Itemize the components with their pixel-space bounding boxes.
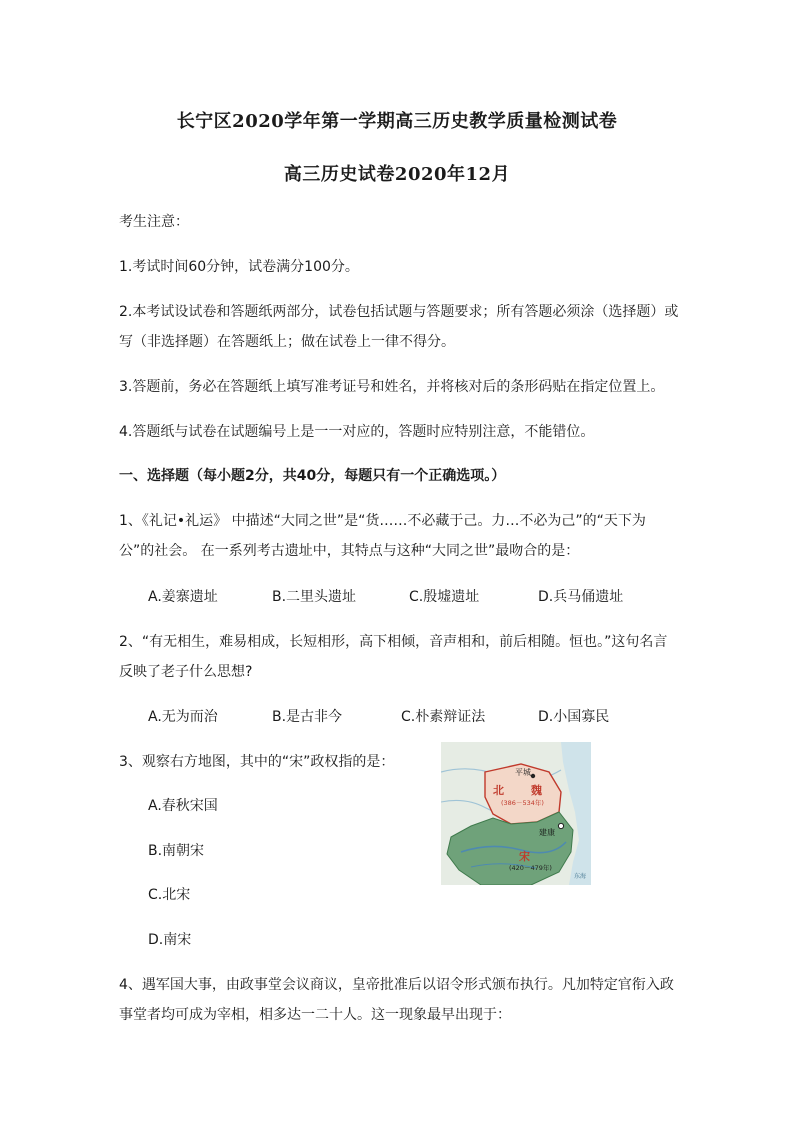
- map-label-bei: 北: [493, 784, 504, 797]
- notice-heading: 考生注意：: [119, 214, 189, 230]
- notice-item-2: 2.本考试设试卷和答题纸两部分，试卷包括试题与答题要求；所有答题必须涂（选择题）或: [119, 304, 679, 320]
- exam-subtitle: 高三历史试卷2020年12月: [283, 164, 511, 185]
- question-4-line-1: 4、遇军国大事，由政事堂会议商议，皇帝批准后以诏令形式颁布执行。凡加特定官衔入政: [119, 977, 674, 993]
- historical-map: [441, 742, 591, 885]
- exam-title: 长宁区2020学年第一学期高三历史教学质量检测试卷: [176, 111, 618, 132]
- question-1-option-c[interactable]: C.殷墟遗址: [409, 589, 480, 605]
- map-label-donghai: 东海: [574, 873, 587, 880]
- question-2-line-1: 2、“有无相生，难易相成，长短相形，高下相倾，音声相和，前后相随。恒也。”这句名言: [119, 634, 668, 650]
- question-2-option-a[interactable]: A.无为而治: [148, 709, 218, 725]
- question-1-option-a[interactable]: A.姜寨遗址: [148, 589, 218, 605]
- map-label-song-years: (420－479年): [509, 864, 552, 872]
- question-4-line-2: 事堂者均可成为宰相，相多达一二十人。这一现象最早出现于：: [119, 1007, 511, 1023]
- notice-item-1: 1.考试时间60分钟，试卷满分100分。: [119, 259, 359, 275]
- map-label-wei: 魏: [531, 784, 542, 797]
- question-1-option-b[interactable]: B.二里头遗址: [272, 589, 357, 605]
- question-3-line-1: 3、观察右方地图，其中的“宋”政权指的是：: [119, 754, 395, 770]
- question-2-option-c[interactable]: C.朴素辩证法: [401, 709, 486, 725]
- question-1-option-d[interactable]: D.兵马俑遗址: [538, 589, 624, 605]
- question-2-option-d[interactable]: D.小国寡民: [538, 709, 610, 725]
- section-heading: 一、选择题（每小题2分，共40分，每题只有一个正确选项。）: [119, 468, 506, 484]
- map-label-jiankang: 建康: [539, 828, 555, 837]
- map-label-song: 宋: [519, 850, 530, 863]
- notice-item-3: 3.答题前，务必在答题纸上填写准考证号和姓名，并将核对后的条形码贴在指定位置上。: [119, 379, 665, 395]
- question-3-option-d[interactable]: D.南宋: [148, 932, 192, 948]
- map-label-pingcheng: 平城: [515, 768, 531, 777]
- question-2-line-2: 反映了老子什么思想?: [119, 664, 253, 680]
- question-1-line-2: 公”的社会。 在一系列考古遗址中，其特点与这种“大同之世”最吻合的是：: [119, 543, 580, 559]
- map-label-wei-years: (386－534年): [501, 799, 544, 807]
- question-3-option-b[interactable]: B.南朝宋: [148, 843, 205, 859]
- question-2-option-b[interactable]: B.是古非今: [272, 709, 343, 725]
- notice-item-2-cont: 写（非选择题）在答题纸上；做在试卷上一律不得分。: [119, 334, 455, 350]
- question-3-option-c[interactable]: C.北宋: [148, 887, 191, 903]
- question-3-option-a[interactable]: A.春秋宋国: [148, 798, 218, 814]
- question-1-line-1: 1、《礼记•礼运》 中描述“大同之世”是“货……不必藏于己。力…不必为己”的“天下为: [119, 513, 646, 529]
- notice-item-4: 4.答题纸与试卷在试题编号上是一一对应的，答题时应特别注意，不能错位。: [119, 424, 595, 440]
